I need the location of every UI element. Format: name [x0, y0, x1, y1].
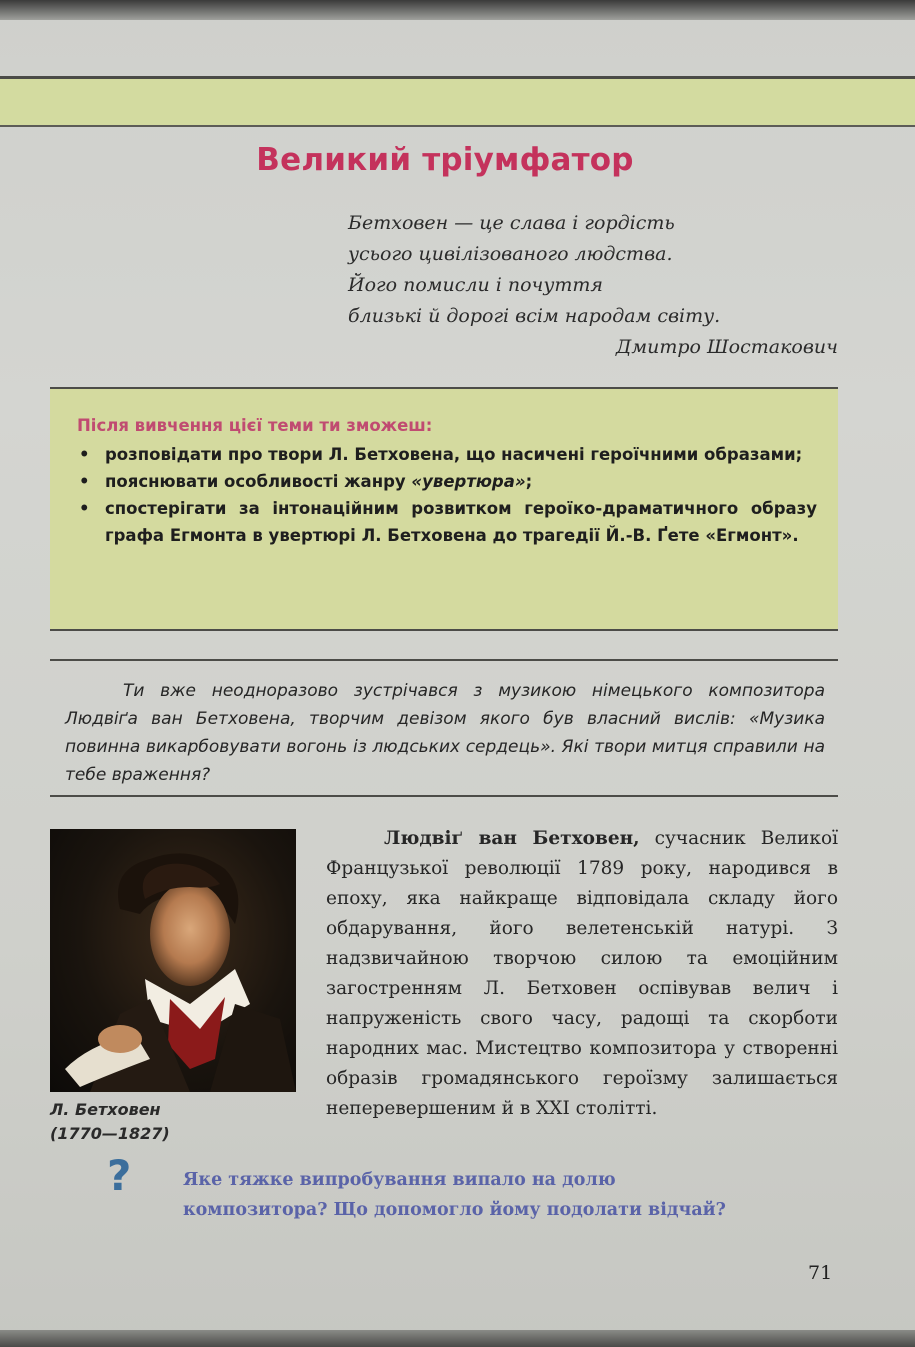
intro-box	[50, 659, 838, 797]
caption-name: Л. Бетховен	[50, 1100, 161, 1119]
goal-text: розповідати про твори Л. Бетховена, що насичені героїчними образами;	[105, 445, 803, 464]
epigraph-line: Його помисли і почуття	[348, 274, 604, 296]
page-title: Великий тріумфатор	[256, 142, 634, 178]
question-mark-icon: ?	[107, 1151, 132, 1200]
beethoven-portrait	[50, 829, 296, 1092]
goals-list	[79, 441, 817, 549]
epigraph-line: близькі й дорогі всім народам світу.	[348, 305, 721, 327]
goal-text: пояснювати особливості жанру	[105, 472, 412, 491]
scan-bottom-edge	[0, 1330, 915, 1347]
intro-text: Ти вже неодноразово зустрічався з музикою німецького композитора Людвіґа ван Бетховена, творчим девізом якого був власний вислів: «Музика повинна викарбовувати вогонь із людських сердець». Які твори митця справили на тебе враження?	[65, 681, 825, 785]
goals-heading: Після вивчення цієї теми ти зможеш:	[77, 416, 433, 435]
portrait-caption	[50, 1098, 270, 1146]
goal-item	[79, 441, 817, 468]
question-line: Яке тяжке випробування випало на долю	[183, 1170, 616, 1190]
page-number: 71	[808, 1262, 833, 1284]
epigraph-line: Бетховен — це слава і гордість	[348, 212, 675, 234]
goal-text-end: ;	[525, 472, 533, 491]
goal-item	[79, 495, 817, 549]
question-block	[183, 1165, 823, 1225]
goal-item	[79, 468, 817, 495]
goal-text: спостерігати за інтонаційним розвитком героїко-драматичного образу графа Егмонта в увертюрі Л. Бетховена до трагедії Й.-В. Ґете «Егмонт».	[105, 499, 817, 545]
body-lead: Людвіґ ван Бетховен,	[384, 828, 640, 849]
learning-goals-box	[50, 387, 838, 631]
scan-top-edge	[0, 0, 915, 20]
epigraph-author: Дмитро Шостакович	[615, 336, 838, 358]
portrait-image	[50, 829, 296, 1092]
question-line: композитора? Що допомогло йому подолати відчай?	[183, 1200, 726, 1220]
caption-years: (1770—1827)	[50, 1124, 170, 1143]
bullet-icon: •	[79, 499, 90, 518]
header-band	[0, 76, 915, 127]
epigraph-line: усього цивілізованого людства.	[348, 243, 673, 265]
body-text: сучасник Великої Французької революції 1789 року, народився в епоху, яка найкраще відповідала складу його обдарування, його велетенській натурі. З надзвичайною творчою силою та емоційним загостренням Л. Бетховен оспівував велич і напруженість свого часу, радощі та скорботи народних мас. Мистецтво композитора у створенні образів громадянського героїзму залишається неперевершеним й в XXI столітті.	[326, 828, 838, 1119]
goal-term: «увертюра»	[411, 472, 526, 491]
body-paragraph	[326, 824, 838, 1124]
epigraph	[348, 208, 848, 363]
bullet-icon: •	[79, 445, 90, 464]
bullet-icon: •	[79, 472, 90, 491]
